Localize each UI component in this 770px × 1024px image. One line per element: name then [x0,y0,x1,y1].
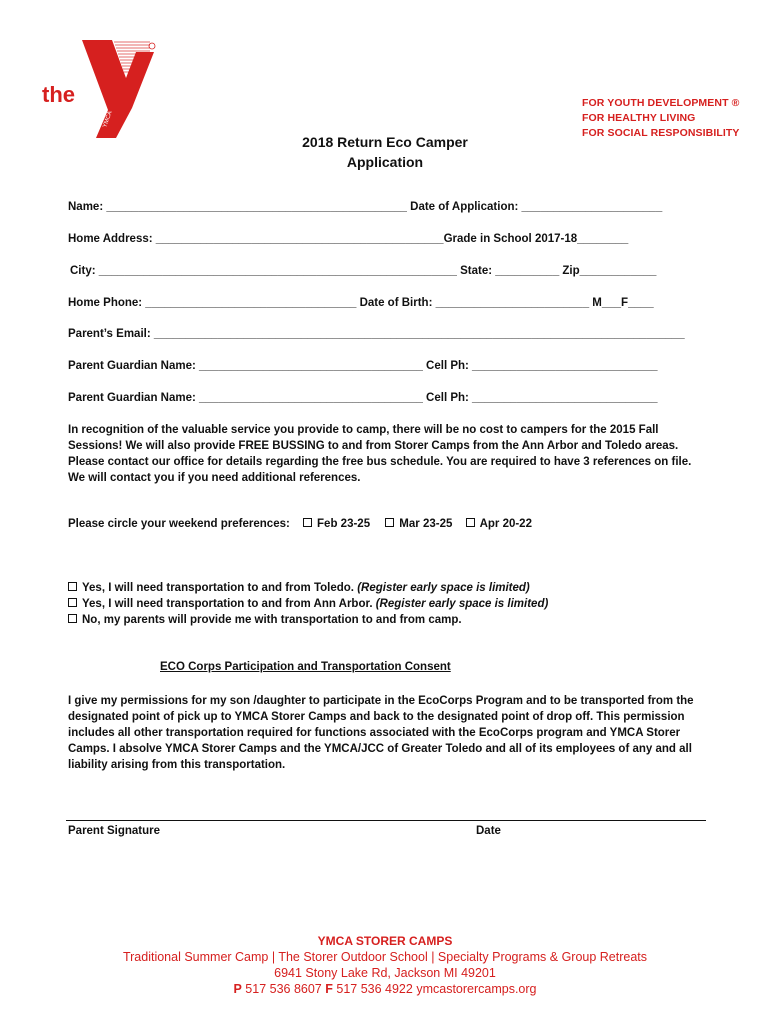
transport-option-toledo[interactable]: Yes, I will need transportation to and from Toledo. (Register early space is limited) [68,582,530,594]
title-line2: Application [346,154,424,170]
checkbox-icon [385,518,394,527]
signature-line[interactable] [66,820,706,821]
footer-title: YMCA STORER CAMPS [317,934,453,948]
checkbox-icon [68,614,77,623]
weekend-preferences [68,518,532,530]
transport-option-ann-arbor[interactable]: Yes, I will need transportation to and from Ann Arbor. (Register early space is limited) [68,598,548,610]
page-title [0,132,770,172]
transport-note: (Register early space is limited) [357,582,530,594]
date-label: Date [476,825,501,837]
footer-address: 6941 Stony Lake Rd, Jackson MI 49201 [274,966,496,980]
tagline-line: FOR HEALTHY LIVING [582,112,696,124]
fax-label: F [325,982,333,996]
checkbox-icon [68,582,77,591]
phone-number: 517 536 8607 [245,982,322,996]
home-address-field[interactable]: Home Address: _____________________________________________Grade in School 2017-18________ [68,233,629,245]
home-phone-field[interactable]: Home Phone: _________________________________ Date of Birth: ________________________ M___F____ [68,297,654,309]
logo-word: the [42,82,75,107]
checkbox-icon [68,598,77,607]
checkbox-icon [466,518,475,527]
city-field[interactable]: City: ________________________________________________________ State: __________ Zip____________ [70,265,657,277]
parent-email-field[interactable]: Parent’s Email: ___________________________________________________________________________________ [68,328,685,340]
website-link[interactable]: ymcastorercamps.org [416,982,537,996]
recognition-paragraph: In recognition of the valuable service you provide to camp, there will be no cost to campers for the 2015 Fall Sessions! We will also provide FREE BUSSING to and from Storer Camps from the Ann Arbor and Toledo areas. Please contact our office for details regarding the free bus schedule. You are required to have 3 references on file. We will contact you if you need additional references. [68,424,692,484]
transport-option-parents[interactable]: No, my parents will provide me with transportation to and from camp. [68,614,462,626]
ymca-logo [38,40,163,140]
footer-subtitle: Traditional Summer Camp | The Storer Outdoor School | Specialty Programs & Group Retreats [122,950,648,964]
tagline-line: FOR SOCIAL RESPONSIBILITY [582,127,740,139]
checkbox-icon [303,518,312,527]
weekend-option-mar[interactable]: Mar 23-25 [385,518,452,530]
guardian-field[interactable]: Parent Guardian Name: ___________________________________ Cell Ph: _____________________________ [68,392,658,404]
fax-number: 517 536 4922 [336,982,413,996]
guardian-field[interactable]: Parent Guardian Name: ___________________________________ Cell Ph: _____________________________ [68,360,658,372]
footer-contact [0,982,770,996]
transport-note: (Register early space is limited) [375,598,549,610]
phone-label: P [233,982,242,996]
consent-paragraph: I give my permissions for my son /daughter to participate in the EcoCorps Program and to be transported from the designated point of pick up to YMCA Storer Camps and back to the designated point of drop off. This permission includes all other transportation required for functions associated with the EcoCorps program and YMCA Storer Camps. I absolve YMCA Storer Camps and the YMCA/JCC of Greater Toledo and all of its employees of any and all liability arising from this transportation. [68,695,694,771]
weekend-option-apr[interactable]: Apr 20-22 [466,518,532,530]
tagline-line: FOR YOUTH DEVELOPMENT ® [582,97,740,109]
name-field[interactable]: Name: _______________________________________________ Date of Application: ______________________ [68,201,663,213]
weekend-option-feb[interactable]: Feb 23-25 [303,518,370,530]
logo-mark: YMCA [102,110,114,129]
consent-heading: ECO Corps Participation and Transportation Consent [160,661,451,673]
title-line1: 2018 Return Eco Camper [302,134,468,150]
weekend-label: Please circle your weekend preferences: [68,518,290,530]
parent-signature-label: Parent Signature [68,825,161,837]
